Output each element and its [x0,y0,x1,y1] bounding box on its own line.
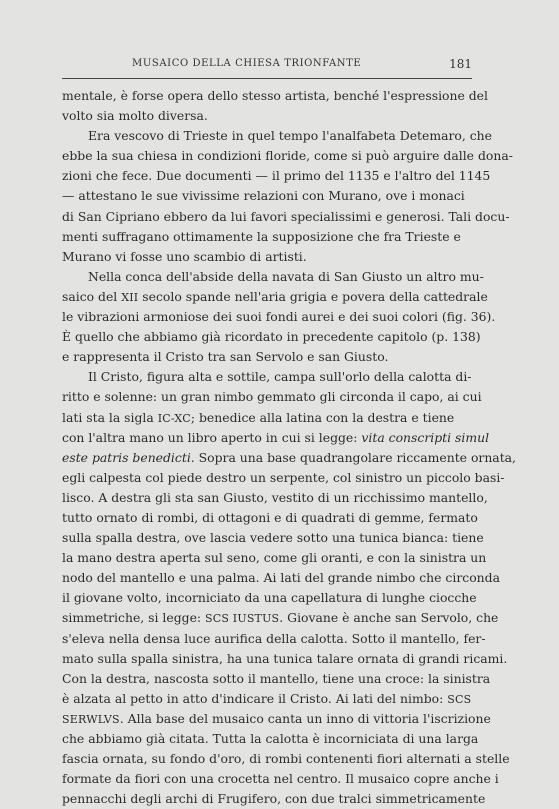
inscription: SERWLVS [62,712,120,726]
text-line: pennacchi degli archi di Frugifero, con due tralci simmetricamente [62,791,486,807]
text-line: mentale, è forse opera dello stesso artista, benché l'espressione del [62,88,488,103]
body-text [62,86,516,809]
text-line [62,689,472,709]
text-segment: ; benedice alla latina con la destra e tiene [190,409,455,425]
text-segment: saico del [62,288,122,304]
text-line: di San Cipriano ebbero da lui favori specialissimi e generosi. Tali docu- [62,208,510,224]
inscription: SCS [447,692,472,706]
text-line: egli calpesta col piede destro un serpente, col sinistro un piccolo basi- [62,469,505,485]
text-line: che abbiamo già citata. Tutta la calotta è incorniciata di una larga [62,731,479,746]
text-line: lisco. A destra gli sta san Giusto, vestito di un ricchissimo mantello, [62,489,488,505]
text-line [62,408,472,428]
text-segment: . Giovane è anche san Servolo, che [279,610,499,626]
text-line: fascia ornata, su fondo d'oro, di rombi contenenti fiori alternati a stelle [62,751,510,767]
text-segment: lati sta la sigla [62,409,158,425]
text-line: sulla spalla destra, ove lascia vedere sotto una tunica bianca: tiene [62,530,484,546]
latin-quote: vita conscripti simul [361,429,490,445]
text-line: ebbe la sua chiesa in condizioni floride, come si può arguire dalle dona- [62,148,513,164]
header-rule [62,78,472,79]
roman-numeral: XII [121,290,139,304]
text-segment: . Sopra una base quadrangolare riccamente ornata, [190,449,516,465]
inscription: IC-XC [157,411,191,425]
text-line: Con la destra, nascosta sotto il mantello, tiene una croce: la sinistra [62,670,491,686]
text-line: e rappresenta il Cristo tra san Servolo e san Giusto. [62,349,389,365]
text-segment: . Alla base del musaico canta un inno di vittoria l'iscrizione [119,710,491,726]
text-segment: è alzata al petto in atto d'indicare il Cristo. Ai lati del nimbo: [62,690,448,706]
inscription: SCS IUSTUS [205,612,280,626]
text-line: — attestano le sue vivissime relazioni con Murano, ove i monaci [62,188,465,204]
text-line: volto sia molto diversa. [62,108,208,124]
text-line: tutto ornato di rombi, di ottagoni e di quadrati di gemme, fermato [62,509,478,525]
text-line: È quello che abbiamo già ricordato in precedente capitolo (p. 138) [62,329,481,345]
text-line [62,287,488,307]
text-line: menti suffragano ottimamente la supposizione che fra Trieste e [62,228,461,244]
text-line [62,709,491,729]
text-line: formate da fiori con una crocetta nel centro. Il musaico copre anche i [62,771,499,787]
text-line: s'eleva nella densa luce aurifica della calotta. Sotto il mantello, fer- [62,630,486,646]
text-line: Era vescovo di Trieste in quel tempo l'analfabeta Detemaro, che [88,128,492,144]
text-line: mato sulla spalla sinistra, ha una tunica talare ornata di grandi ricami. [62,650,508,666]
text-line: la mano destra aperta sul seno, come gli oranti, e con la sinistra un [62,550,487,566]
text-line: ritto e solenne: un gran nimbo gemmato gli circonda il capo, ai cui [62,389,482,405]
text-line: Il Cristo, figura alta e sottile, campa sull'orlo della calotta di- [88,369,472,385]
page-number: 181 [449,57,472,71]
running-title: MUSAICO DELLA CHIESA TRIONFANTE [132,58,362,69]
text-line [62,448,516,468]
text-line: nodo del mantello e una palma. Ai lati del grande nimbo che circonda [62,570,500,586]
text-line: il giovane volto, incorniciato da una capellatura di lunghe ciocche [62,590,477,606]
text-line: Nella conca dell'abside della navata di San Giusto un altro mu- [88,268,484,284]
latin-quote: este patris benedicti [62,449,191,465]
text-segment: con l'altra mano un libro aperto in cui si legge: [62,429,362,445]
text-line: zioni che fece. Due documenti — il primo del 1135 e l'altro del 1145 [62,168,491,184]
text-line: Murano vi fosse uno scambio di artisti. [62,248,307,264]
text-line: le vibrazioni armoniose dei suoi fondi aurei e dei suoi colori (fig. 36). [62,309,496,325]
running-head [62,58,472,74]
text-segment: simmetriche, si legge: [62,610,206,626]
text-line [62,608,499,628]
text-line [62,428,490,448]
text-segment: secolo spande nell'aria grigia e povera della cattedrale [138,288,488,304]
